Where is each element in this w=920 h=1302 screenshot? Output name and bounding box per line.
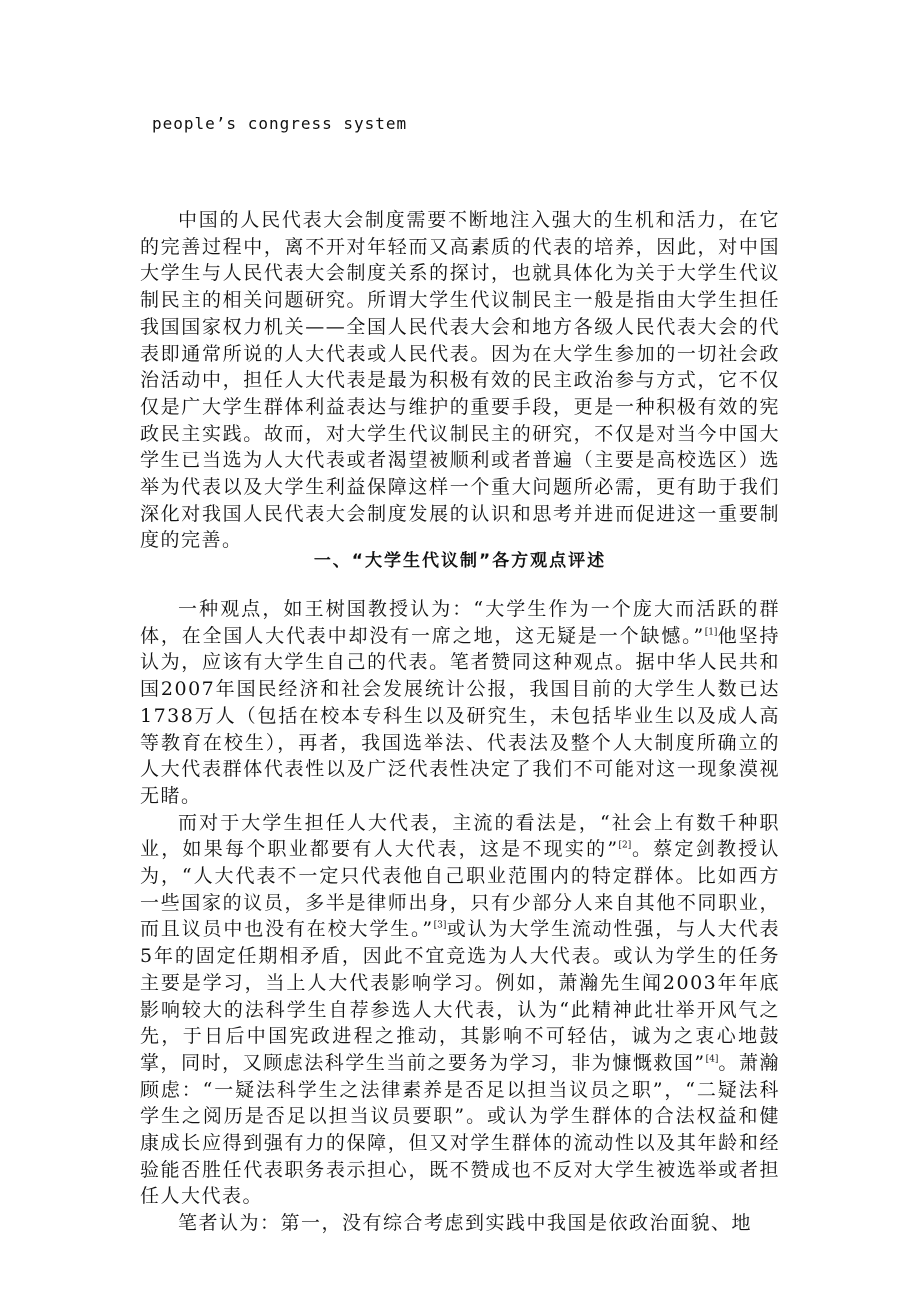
paragraph-1-text-a: 一种观点，如王树国教授认为：“大学生作为一个庞大而活跃的群体，在全国人大代表中却没有一席之地，这无疑是一个缺憾。” <box>140 598 780 647</box>
citation-ref-3: [3] <box>433 921 447 932</box>
section-body <box>140 596 780 1237</box>
section-heading: 一、“大学生代议制”各方观点评述 <box>313 551 607 571</box>
paragraph-2 <box>140 810 780 1211</box>
intro-section <box>140 207 780 554</box>
paragraph-2-text-a: 而对于大学生担任人大代表，主流的看法是，“社会上有数千种职业，如果每个职业都要有人大代表，这是不现实的” <box>140 811 780 861</box>
paragraph-2-text-d: 。萧瀚顾虑：“一疑法科学生之法律素养是否足以担当议员之职”，“二疑法科学生之阅历是否足以担当议员要职”。或认为学生群体的合法权益和健康成长应得到强有力的保障，但又对学生群体的流动性以及其年龄和经验能否胜任代表职务表示担心，既不赞成也不反对大学生被选举或者担任人大代表。 <box>140 1051 780 1208</box>
citation-ref-4: [4] <box>705 1054 719 1065</box>
paragraph-2-text-b: 。蔡定剑教授认为，“人大代表不一定只代表他自己职业范围内的特定群体。比如西方一些国家的议员，多半是律师出身，只有少部分人来自其他不同职业，而且议员中也没有在校大学生。” <box>140 838 780 941</box>
paragraph-1 <box>140 596 780 810</box>
paragraph-2-text-c: 或认为大学生流动性强，与人大代表5年的固定任期相矛盾，因此不宜竞选为人大代表。或认为学生的任务主要是学习，当上人大代表影响学习。例如，萧瀚先生闻2003年年底影响较大的法科学生自荐参选人大代表，认为“此精神此壮举开风气之先，于日后中国宪政进程之推动，其影响不可轻估，诚为之衷心地鼓掌，同时，又顾虑法科学生当前之要务为学习，非为慷慨救国” <box>140 918 780 1074</box>
paragraph-1-text-b: 他坚持认为，应该有大学生自己的代表。笔者赞同这种观点。据中华人民共和国2007年国民经济和社会发展统计公报，我国目前的大学生人数已达1738万人（包括在校本专科生以及研究生，未包括毕业生以及成人高等教育在校生），再者，我国选举法、代表法及整个人大制度所确立的人大代表群体代表性以及广泛代表性决定了我们不可能对这一现象漠视无睹。 <box>140 624 780 807</box>
english-title-line: people’s congress system <box>152 114 408 133</box>
intro-paragraph: 中国的人民代表大会制度需要不断地注入强大的生机和活力，在它的完善过程中，离不开对年轻而又高素质的代表的培养，因此，对中国大学生与人民代表大会制度关系的探讨，也就具体化为关于大学生代议制民主的相关问题研究。所谓大学生代议制民主一般是指由大学生担任我国国家权力机关——全国人民代表大会和地方各级人民代表大会的代表即通常所说的人大代表或人民代表。因为在大学生参加的一切社会政治活动中，担任人大代表是最为积极有效的民主政治参与方式，它不仅仅是广大学生群体利益表达与维护的重要手段，更是一种积极有效的宪政民主实践。故而，对大学生代议制民主的研究，不仅是对当今中国大学生已当选为人大代表或者渴望被顺利或者普遍（主要是高校选区）选举为代表以及大学生利益保障这样一个重大问题所必需，更有助于我们深化对我国人民代表大会制度发展的认识和思考并进而促进这一重要制度的完善。 <box>140 209 780 552</box>
paragraph-3: 笔者认为：第一，没有综合考虑到实践中我国是依政治面貌、地 <box>178 1212 753 1235</box>
citation-ref-2: [2] <box>618 841 632 851</box>
citation-ref-1: [1] <box>704 627 718 638</box>
